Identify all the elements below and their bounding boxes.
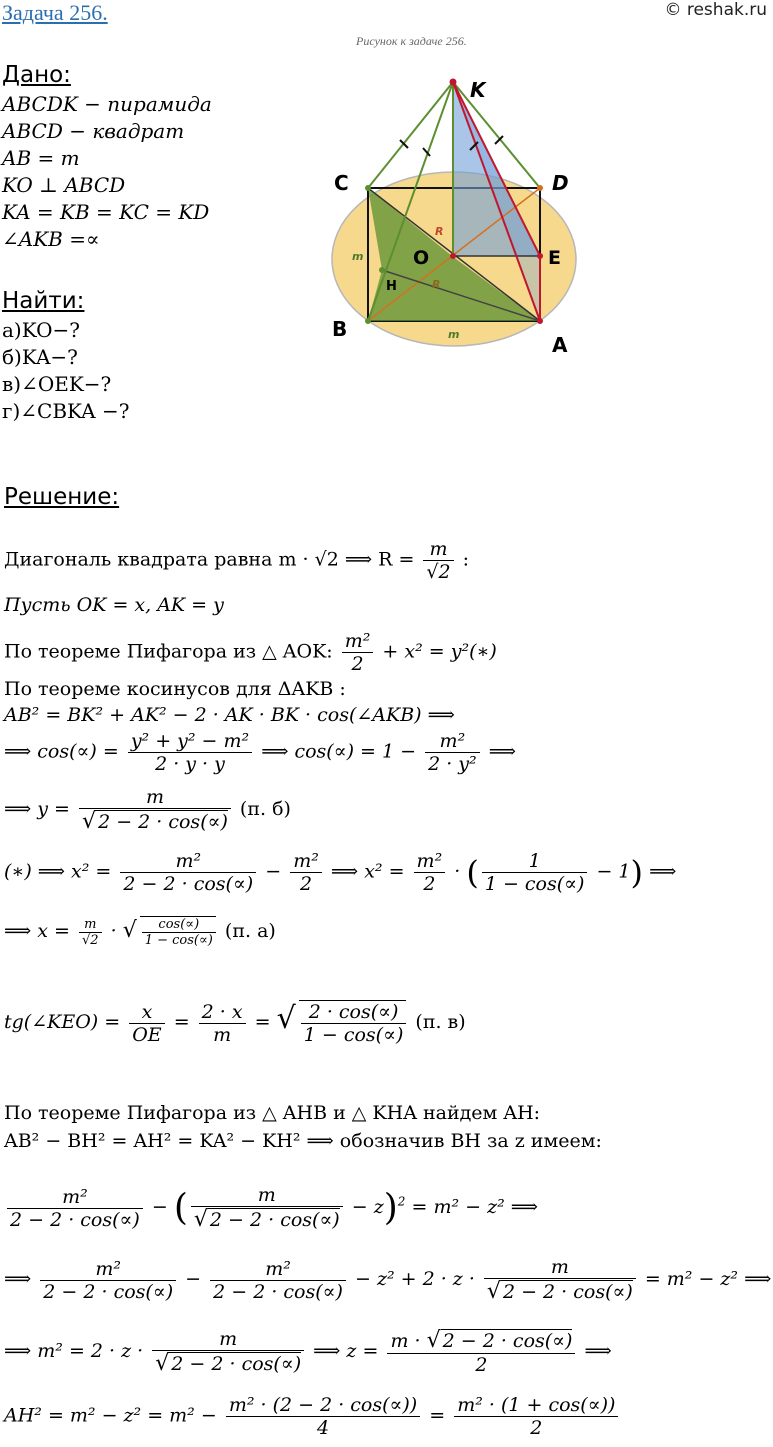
solution-line: (∗) ⟹ x² = $\frac{\text{m²}}{2 - 2 \cdot \cos(\propto)}$ − $\frac{\text{m²}}{2}$ ⟹ x² = $\frac{\text{m²}}{2}$ · ( $\frac{1}{1 - \cos(\propto)}$ − 1) ⟹ — [4, 850, 677, 895]
solution-line — [4, 1328, 612, 1376]
fraction: $\frac{m}{√ 2 - 2 \cdot \cos(\propto)}$ — [152, 1328, 304, 1376]
solution-line: ⟹ x = $\frac{m}{√2}$ · √ $\frac{\cos(\propto)}{1 - \cos(\propto)}$ (п. а) — [4, 916, 276, 948]
fraction: $\frac{2 \cdot \cos(\propto)}{1 - \cos(\propto)}$ — [299, 1000, 407, 1046]
text: − — [151, 1196, 168, 1218]
vertex-b — [365, 318, 371, 324]
text: − z — [351, 1196, 384, 1218]
solution-line: По теореме косинусов для ΔAKB : — [4, 678, 346, 700]
text: ⟹ — [649, 860, 677, 883]
solution-line: tg(∠KEO) = $\frac{x}{OE}$ = $\frac{2 \cdot x}{m}$ = √ $\frac{2 \cdot \cos(\propto)}{1 - \cos(\propto)}$ (п. в) — [4, 1000, 466, 1046]
fraction: $\frac{m}{√ 2 - 2 \cdot \cos(\propto)}$ — [484, 1256, 636, 1304]
text: + x² = y²(∗) — [382, 640, 497, 663]
fraction: $\frac{\text{y² + y² − m²}}{2 \cdot y \cdot y}$ — [128, 730, 252, 775]
label-m: m — [448, 328, 460, 341]
given-line: ABCD − квадрат — [2, 119, 185, 143]
copyright: © reshak.ru — [664, 0, 767, 20]
label-m: m — [352, 250, 364, 263]
text: = — [254, 1011, 271, 1033]
label-h: H — [386, 279, 397, 294]
label-o: O — [413, 247, 430, 269]
text: = — [173, 1011, 190, 1033]
text: ⟹ z = — [313, 1340, 379, 1362]
text: ⟹ — [4, 1268, 32, 1290]
text: ⟹ — [584, 1340, 612, 1362]
fraction: $\frac{\text{m² · (2 − 2 · cos(∝))}}{4}$ — [226, 1394, 420, 1439]
text: − 1 — [596, 860, 631, 883]
fraction: $\frac{1}{1 - \cos(\propto)}$ — [482, 850, 588, 895]
label-r: R — [435, 225, 444, 238]
fraction: $\frac{m}{√ 2 - 2 \cdot \cos(\propto)}$ — [191, 1184, 343, 1232]
given-line: KO ⊥ ABCD — [2, 173, 126, 197]
text: − — [185, 1268, 202, 1290]
text: ⟹ x² = — [330, 860, 405, 883]
text: ⟹ y = — [4, 798, 70, 820]
text: = m² − z² ⟹ — [644, 1268, 772, 1290]
solution-line — [4, 1256, 771, 1304]
fraction: $\frac{\text{m² · (1 + cos(∝))}}{2}$ — [454, 1394, 618, 1439]
vertex-o — [450, 253, 456, 259]
fraction: $\frac{m \cdot √ 2 - 2 \cdot \cos(\propto)}{2}$ — [387, 1328, 575, 1376]
solution-line — [4, 630, 497, 675]
fraction: $\frac{m}{√2}$ — [79, 917, 102, 948]
text: − z² + 2 · z · — [354, 1268, 475, 1290]
fraction: $\frac{\text{m²}}{2}$ — [414, 850, 446, 895]
fraction: $\frac{\text{m²}}{2 - 2 \cdot \cos(\propto)}$ — [210, 1258, 346, 1303]
text: ⟹ cos(∝) = 1 − — [261, 740, 417, 763]
text: (п. б) — [239, 798, 291, 820]
fraction: $\frac{\text{m²}}{2 - 2 \cdot \cos(\propto)}$ — [120, 850, 256, 895]
vertex-h — [379, 267, 385, 273]
find-line: в)∠OEK−? — [2, 372, 112, 396]
page-title[interactable]: Задача 256. — [2, 0, 108, 25]
text: = m² − z² ⟹ — [411, 1196, 538, 1218]
given-line: AB = m — [2, 146, 80, 170]
text: По теореме Пифагора из △ AOK: — [4, 640, 333, 663]
label-b: B — [332, 317, 348, 341]
figure-caption: Рисунок к задаче 256. — [356, 34, 467, 48]
pyramid-figure — [320, 60, 610, 360]
text: ⟹ — [488, 740, 516, 763]
solution-line: AB² − BH² = AH² = KA² − KH² ⟹ обозначив BH за z имеем: — [4, 1130, 602, 1152]
solution-line — [4, 1394, 621, 1439]
text: (п. в) — [415, 1011, 466, 1033]
solution-line: Пусть OK = x, AK = y — [4, 594, 224, 616]
vertex-d — [537, 185, 543, 191]
fraction: $\frac{m}{√ 2 - 2 \cdot \cos(\propto)}$ — [79, 786, 231, 834]
given-line: KA = KB = KC = KD — [2, 200, 210, 224]
given-heading: Дано: — [2, 62, 71, 88]
text: (∗) ⟹ x² = — [4, 860, 112, 883]
label-d: D — [552, 171, 569, 195]
solution-line — [4, 786, 291, 834]
text: Диагональ квадрата равна m · √2 ⟹ R = — [4, 548, 415, 571]
label-r: R — [432, 278, 441, 291]
solution-line: По теореме Пифагора из △ AHB и △ KHA найдем AH: — [4, 1102, 541, 1124]
label-e: E — [548, 247, 561, 269]
find-line: а)KO−? — [2, 318, 81, 342]
vertex-a — [537, 318, 543, 324]
find-line: г)∠CBKA −? — [2, 399, 130, 423]
vertex-k — [450, 79, 457, 86]
given-line: ABCDK − пирамида — [2, 92, 212, 116]
fraction: $\frac{m}{√2}$ — [423, 538, 453, 583]
fraction: $\frac{\text{m²}}{2 - 2 \cdot \cos(\propto)}$ — [7, 1186, 143, 1231]
text: · — [454, 860, 461, 883]
find-line: б)KA−? — [2, 345, 78, 369]
text: ⟹ cos(∝) = — [4, 740, 119, 763]
fraction: $\frac{\text{m²}}{2 - 2 \cdot \cos(\propto)}$ — [40, 1258, 176, 1303]
vertex-e — [537, 253, 543, 259]
label-c: C — [334, 171, 349, 195]
fraction: $\frac{\text{m²}}{2}$ — [342, 630, 374, 675]
find-heading: Найти: — [2, 288, 85, 314]
solution-line: AB² = BK² + AK² − 2 · AK · BK · cos(∠AKB) ⟹ — [4, 704, 455, 726]
fraction: $\frac{\text{m²}}{\text{2 · y²}}$ — [425, 730, 480, 775]
text: ⟹ x = — [4, 920, 70, 942]
fraction: $\frac{x}{OE}$ — [129, 1001, 164, 1046]
solution-line: Диагональ квадрата равна m · √2 ⟹ R = $\frac{m}{√2}$ : — [4, 538, 470, 583]
text: − — [265, 860, 282, 883]
solution-line — [4, 730, 516, 775]
text: = — [429, 1404, 446, 1427]
fraction: $\frac{\cos(\propto)}{1 - \cos(\propto)}$ — [140, 916, 216, 948]
vertex-c — [365, 185, 371, 191]
text: AH² = m² − z² = m² − — [4, 1404, 217, 1427]
label-k: K — [470, 78, 486, 102]
solution-line: $\frac{\text{m²}}{2 - 2 \cdot \cos(\propto)}$ − ( $\frac{m}{√ 2 - 2 \cdot \cos(\propto)}$ − z)$^2$ = m² − z² ⟹ — [4, 1184, 538, 1232]
solution-heading: Решение: — [4, 484, 120, 510]
given-line: ∠AKB =∝ — [2, 227, 100, 251]
text: (п. а) — [224, 920, 276, 942]
text: tg(∠KEO) = — [4, 1011, 121, 1033]
fraction: $\frac{\text{m²}}{2}$ — [290, 850, 322, 895]
fraction: $\frac{2 \cdot x}{m}$ — [199, 1001, 246, 1046]
label-a: A — [552, 333, 568, 357]
text: ⟹ m² = 2 · z · — [4, 1340, 144, 1362]
